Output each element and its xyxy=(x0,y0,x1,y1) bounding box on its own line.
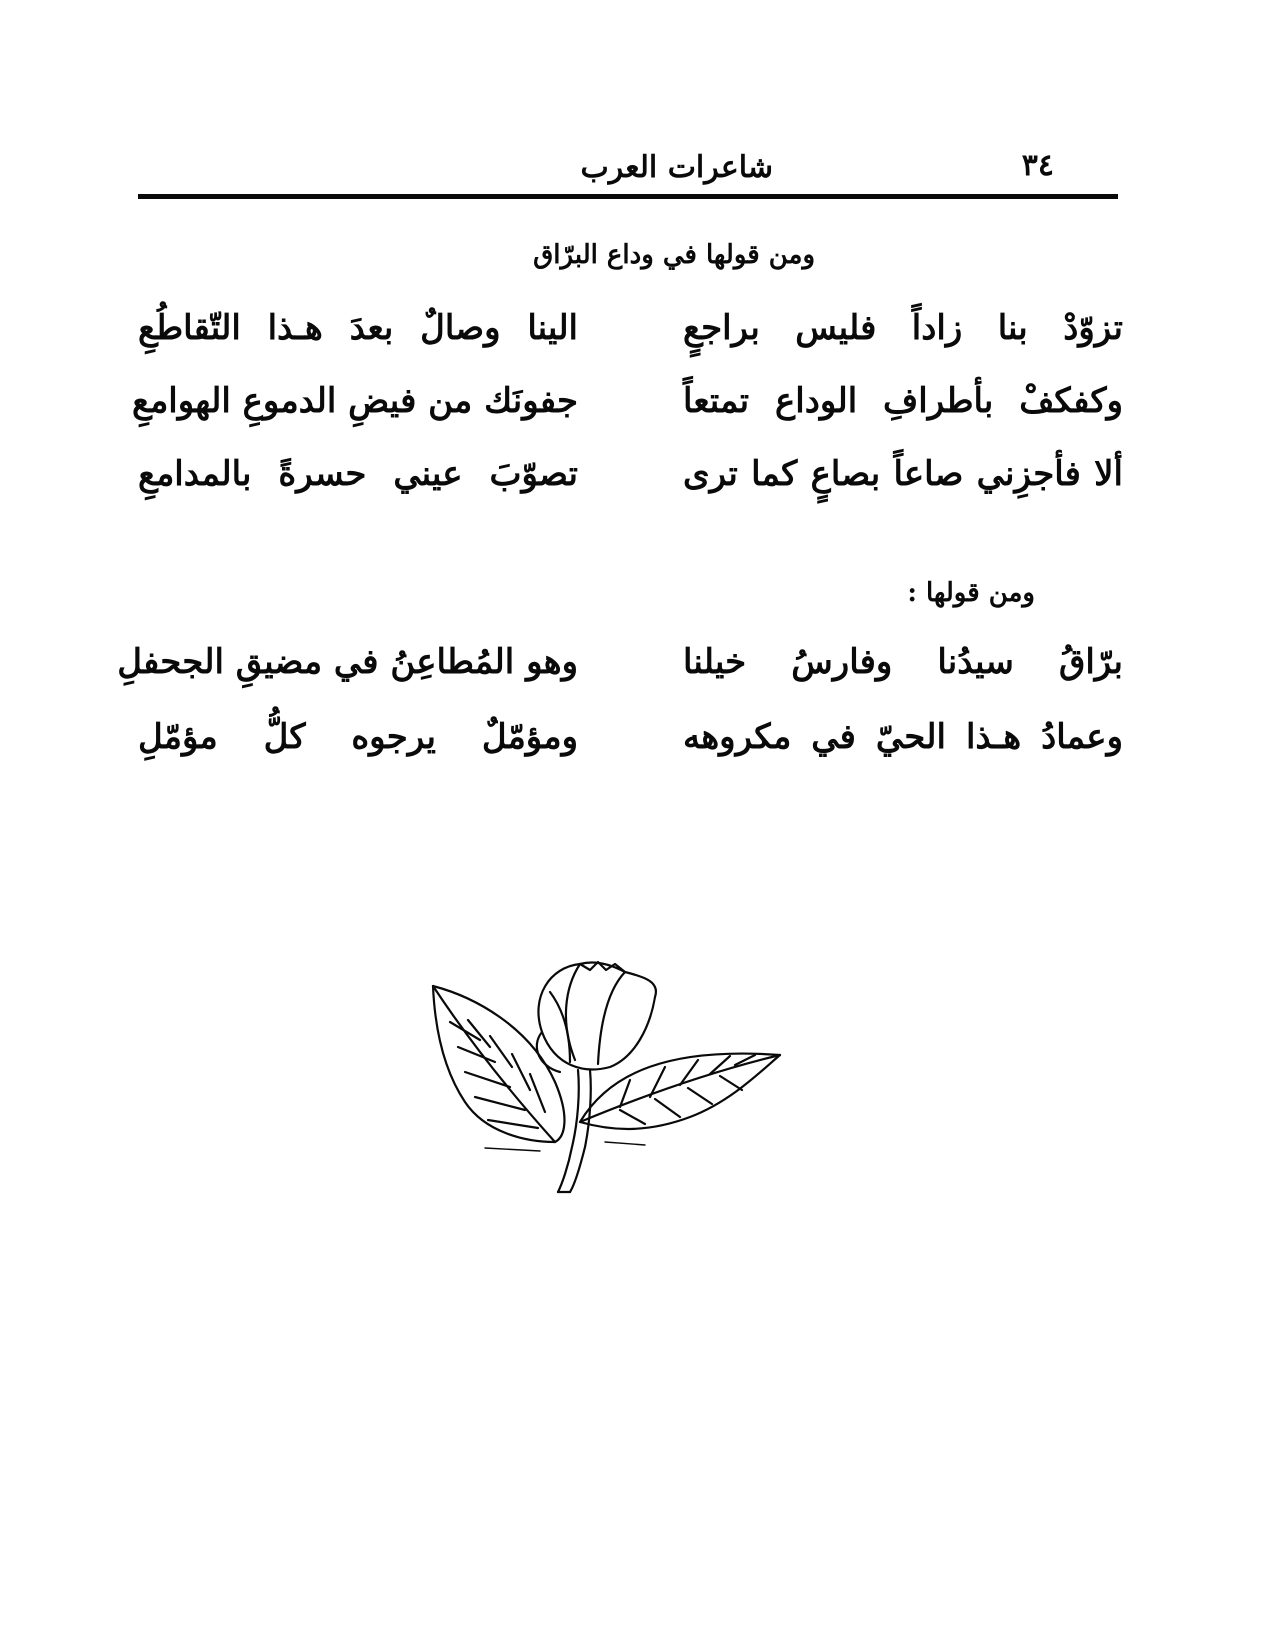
page-header xyxy=(138,138,1118,190)
verse-line xyxy=(138,298,1123,371)
verse-second-hemistich: جفونَك من فيضِ الدموعِ الهوامعِ xyxy=(131,381,578,421)
verse-line xyxy=(117,632,1123,707)
poem-stanza xyxy=(131,298,1123,517)
section-heading: ومن قولها : xyxy=(907,578,1035,608)
verse-second-hemistich: ومؤمّلٌ يرجوه كلُّ مؤمّلِ xyxy=(138,717,578,757)
verse-first-hemistich: وكفكفْ بأطرافِ الوداع تمتعاً xyxy=(683,381,1123,421)
verse-first-hemistich: وعمادُ هـذا الحيّ في مكروهه xyxy=(683,717,1123,757)
header-rule xyxy=(138,194,1118,199)
verse-first-hemistich: برّاقُ سيدُنا وفارسُ خيلنا xyxy=(683,642,1123,682)
page-number: ٣٤ xyxy=(1021,148,1054,183)
verse-second-hemistich: وهو المُطاعِنُ في مضيقِ الجحفلِ xyxy=(117,642,578,682)
running-title: شاعرات العرب xyxy=(580,150,773,185)
verse-second-hemistich: الينا وصالٌ بعدَ هـذا التّقاطُعِ xyxy=(138,308,578,348)
rose-bud-with-leaves-icon xyxy=(430,952,790,1202)
verse-second-hemistich: تصوّبَ عيني حسرةً بالمدامعِ xyxy=(138,454,578,494)
verse-first-hemistich: ألا فأجزِني صاعاً بصاعٍ كما ترى xyxy=(683,454,1123,494)
section-heading: ومن قولها في وداع البرّاق xyxy=(533,240,815,270)
verse-line xyxy=(131,371,1123,444)
verse-first-hemistich: تزوّدْ بنا زاداً فليس براجعٍ xyxy=(683,308,1123,348)
verse-line xyxy=(138,707,1123,782)
verse-line xyxy=(138,444,1123,517)
poem-stanza xyxy=(117,632,1123,782)
